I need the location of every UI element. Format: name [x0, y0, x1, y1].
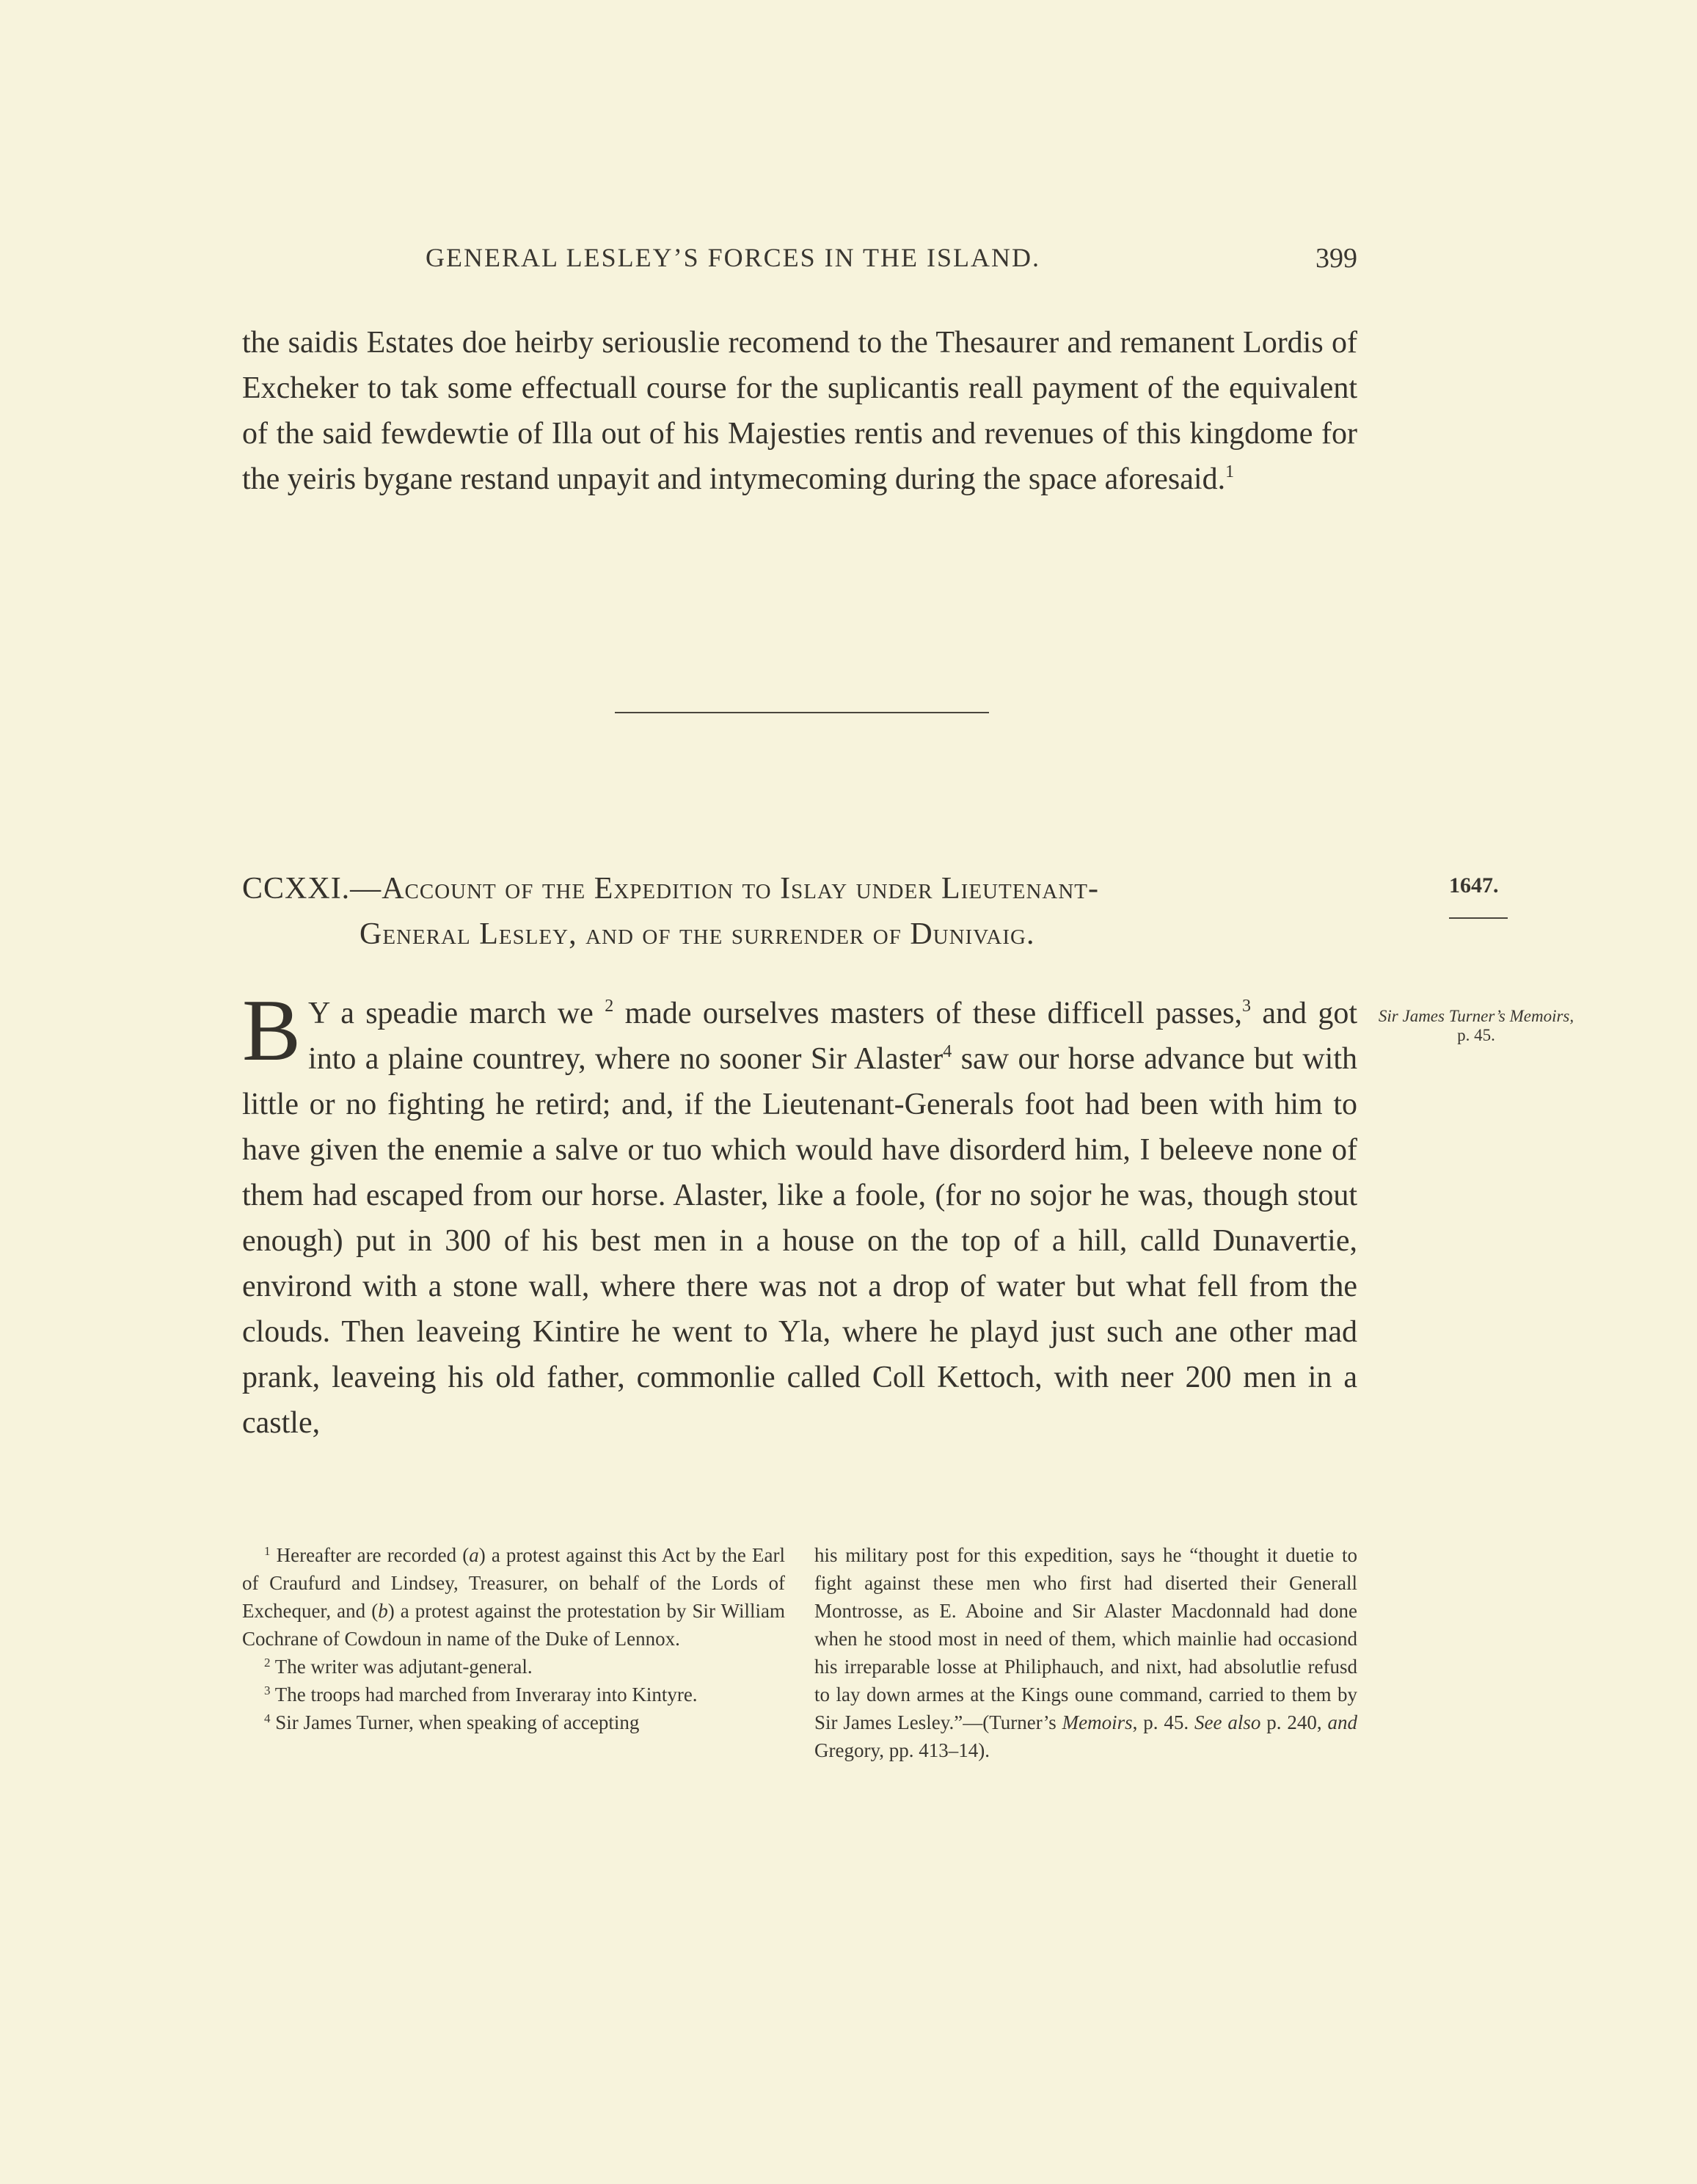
footnote-4-italic-memoirs: Memoirs	[1062, 1711, 1133, 1733]
main-text-4: saw our horse advance but with little or no fighting he retird; and, if the Lieutenant-Generals foot had been with him to have given the enemie a salve or tuo which would have disorderd him, I beleeve none of them had escaped from our horse. Alaster, like a foole, (for no sojor he was, though stout enough) put in 300 of his best men in a house on the top of a hill, calld Dunavertie, environd with a stone wall, where there was not a drop of water but what fell from the clouds. Then leaveing Kintire he went to Yla, where he playd just such ane other mad prank, leaveing his old father, commonlie called Coll Kettoch, with neer 200 men in a castle,	[242, 1042, 1357, 1440]
main-paragraph	[242, 981, 1358, 1446]
margin-date-rule	[1449, 917, 1508, 919]
footnote-4-text-e: Gregory, pp. 413–14).	[814, 1739, 990, 1761]
footnote-3	[242, 1681, 785, 1708]
intro-paragraph	[242, 320, 1357, 502]
footnote-1	[242, 1541, 785, 1653]
footnote-ref-1[interactable]: 1	[1225, 462, 1235, 481]
page-number: 399	[1315, 243, 1357, 274]
footnote-2	[242, 1653, 785, 1681]
footnote-4	[242, 1708, 785, 1736]
margin-date: 1647.	[1449, 873, 1499, 898]
main-text-1: Y a speadie march we	[308, 997, 594, 1030]
footnote-1-text-a: Hereafter are recorded (	[276, 1544, 470, 1566]
footnote-4-continued	[814, 1541, 1357, 1764]
margin-source-note	[1373, 1007, 1579, 1045]
footnote-2-text: The writer was adjutant-general.	[274, 1656, 533, 1678]
footnote-1-number: 1	[264, 1544, 271, 1558]
heading-title-part-2: General Lesley, and of the surrender of Dunivaig.	[360, 917, 1035, 951]
drop-cap: B	[242, 981, 302, 1079]
footnotes-right-column	[814, 1541, 1357, 1764]
footnote-1-text-b: ) a protest against this Act by the Earl of Craufurd and Lindsey, Treasurer, on behalf of the Lords of Exchequer, and (	[242, 1544, 785, 1622]
running-head	[242, 242, 1357, 279]
footnote-2-number: 2	[264, 1656, 271, 1670]
footnote-3-text: The troops had marched from Inveraray into Kintyre.	[274, 1684, 698, 1706]
footnote-4-text-a: Sir James Turner, when speaking of accepting	[275, 1711, 640, 1733]
margin-source-title: Sir James Turner’s Memoirs,	[1378, 1007, 1574, 1025]
section-divider	[615, 712, 989, 713]
footnote-ref-2[interactable]: 2	[605, 997, 614, 1016]
footnote-ref-3[interactable]: 3	[1241, 997, 1251, 1016]
footnote-4-italic-and: and	[1327, 1711, 1357, 1733]
section-number: CCXXI.—	[242, 872, 382, 906]
heading-title-part-1: Account of the Expedition to Islay under Lieutenant-	[382, 872, 1099, 906]
footnote-1-italic-a: a	[469, 1544, 479, 1566]
footnote-4-text-d: p. 240,	[1260, 1711, 1328, 1733]
footnote-1-italic-b: b	[378, 1600, 388, 1622]
footnote-1-text-c: ) a protest against the protestation by Sir William Cochrane of Cowdoun in name of the Duke of Lennox.	[242, 1600, 785, 1650]
intro-text: the saidis Estates doe heirby seriouslie recomend to the Thesaurer and remanent Lordis of Excheker to tak some effectuall course for the suplicantis reall payment of the equivalent of the said fewdewtie of Illa out of his Majesties rentis and revenues of this kingdome for the yeiris bygane restand unpayit and intymecoming during the space aforesaid.	[242, 326, 1357, 496]
footnote-4-number: 4	[264, 1711, 271, 1725]
margin-source-page: p. 45.	[1457, 1026, 1495, 1044]
footnotes-left-column	[242, 1541, 785, 1736]
main-text-3: and got into a plaine countrey, where no sooner Sir Alaster	[308, 997, 1358, 1076]
section-heading	[242, 866, 1387, 957]
footnote-ref-4[interactable]: 4	[943, 1042, 952, 1061]
running-head-title: GENERAL LESLEY’S FORCES IN THE ISLAND.	[426, 243, 1040, 272]
footnote-4-text-c: , p. 45.	[1132, 1711, 1194, 1733]
footnote-4-text-b: his military post for this expedition, says he “thought it duetie to fight against these men who first had diserted their Generall Montrosse, as E. Aboine and Sir Alaster Macdonnald had done when he stood most in need of them, which mainlie had occasiond his irreparable losse at Philiphauch, and nixt, had absolutlie refusd to lay down armes at the Kings oune command, carried to them by Sir James Lesley.”—(Turner’s	[814, 1544, 1357, 1733]
heading-line-1	[242, 866, 1387, 911]
main-text-2: made ourselves masters of these difficell passes,	[624, 997, 1242, 1030]
footnote-4-italic-see-also: See also	[1194, 1711, 1261, 1733]
footnote-3-number: 3	[264, 1684, 271, 1697]
